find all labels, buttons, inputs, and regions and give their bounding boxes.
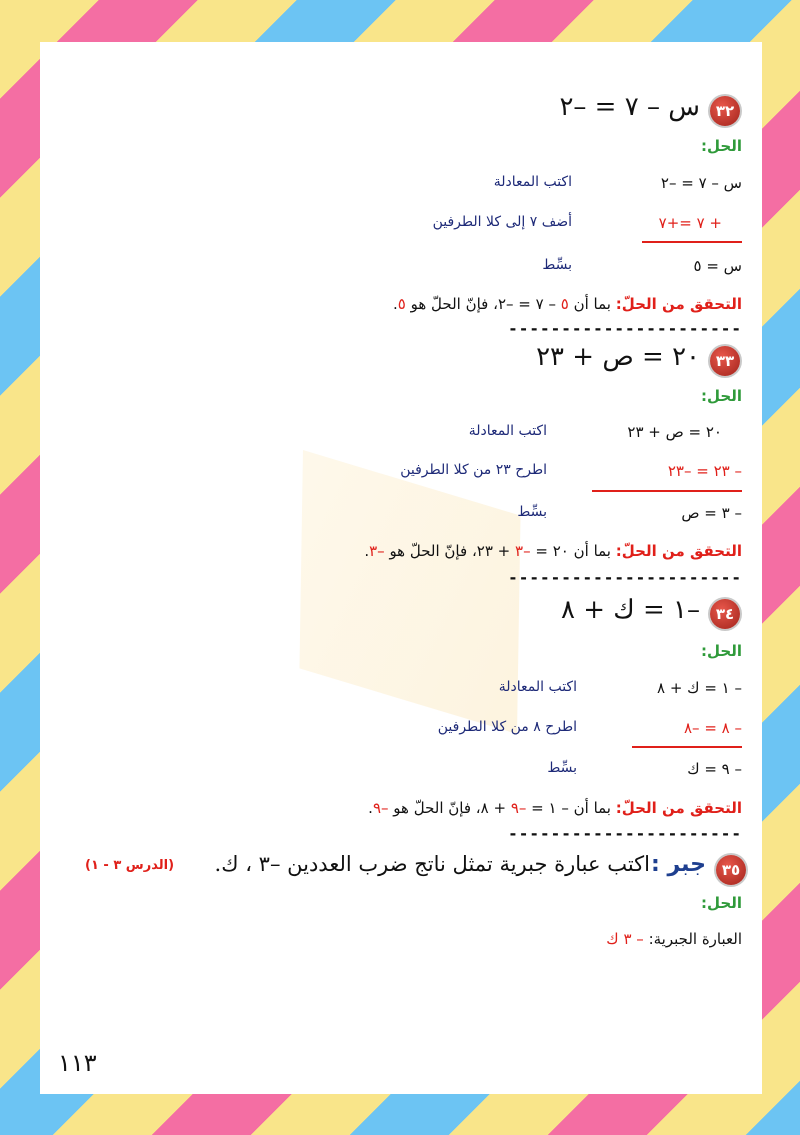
step-description: اكتب المعادلة	[498, 679, 577, 695]
step-description: اكتب المعادلة	[468, 423, 547, 439]
step-description: اطرح ٢٣ من كلا الطرفين	[400, 462, 547, 478]
step-description: بسِّط	[517, 504, 547, 520]
solution-check: التحقق من الحلّ: بما أن ٢٠ = –٣ + ٢٣، فإنّ الحلّ هو –٣.	[364, 542, 742, 560]
step-description: بسِّط	[542, 257, 572, 273]
step-expression: – ٢٣ = –٢٣	[667, 462, 742, 480]
check-label: التحقق من الحلّ:	[615, 295, 742, 313]
red-underline	[642, 241, 742, 243]
lesson-reference: (الدرس ٣ - ١)	[85, 858, 175, 873]
step-expression: – ٨ = –٨	[683, 719, 742, 737]
solution-check: التحقق من الحلّ: بما أن – ١ = –٩ + ٨، فإنّ الحلّ هو –٩.	[368, 799, 742, 817]
solution-label: الحل:	[701, 894, 742, 912]
step-expression: – ٩ = ك	[687, 760, 742, 778]
solution-check: التحقق من الحلّ: بما أن ٥ – ٧ = –٢، فإنّ الحلّ هو ٥.	[393, 295, 742, 313]
separator-line: ----------------------	[508, 319, 742, 338]
problem-equation: ٢٠ = ص + ٢٣	[536, 342, 700, 372]
step-description: اكتب المعادلة	[493, 174, 572, 190]
solution-label: الحل:	[701, 642, 742, 660]
step-expression: س = ٥	[693, 257, 742, 275]
topic-label: جبر :	[651, 852, 706, 877]
red-underline	[592, 490, 742, 492]
step-expression: س – ٧ = –٢	[660, 174, 742, 192]
problem-equation: –١ = ك + ٨	[561, 595, 700, 625]
separator-line: ----------------------	[508, 824, 742, 843]
check-label: التحقق من الحلّ:	[615, 799, 742, 817]
step-expression: ٢٠ = ص + ٢٣	[627, 423, 722, 441]
problem-number-badge: ٣٢	[710, 96, 740, 126]
separator-line: ----------------------	[508, 568, 742, 587]
step-expression: + ٧ =+٧	[658, 214, 722, 232]
solution-label: الحل:	[701, 137, 742, 155]
page	[40, 42, 762, 1094]
problem-number-badge: ٣٥	[716, 855, 746, 885]
page-number: ١١٣	[58, 1049, 97, 1077]
step-expression: – ٣ = ص	[681, 504, 742, 522]
solution-label: الحل:	[701, 387, 742, 405]
problem-equation: س – ٧ = –٢	[559, 92, 700, 122]
check-label: التحقق من الحلّ:	[615, 542, 742, 560]
step-description: اطرح ٨ من كلا الطرفين	[437, 719, 577, 735]
step-expression: – ١ = ك + ٨	[657, 679, 742, 697]
red-underline	[632, 746, 742, 748]
algebraic-expression-answer: العبارة الجبرية: – ٣ ك	[606, 930, 742, 948]
problem-question: اكتب عبارة جبرية تمثل ناتج ضرب العددين –٣ ، ك.	[214, 852, 650, 876]
problem-number-badge: ٣٣	[710, 346, 740, 376]
step-description: أضف ٧ إلى كلا الطرفين	[432, 214, 572, 230]
step-description: بسِّط	[547, 760, 577, 776]
problem-number-badge: ٣٤	[710, 599, 740, 629]
